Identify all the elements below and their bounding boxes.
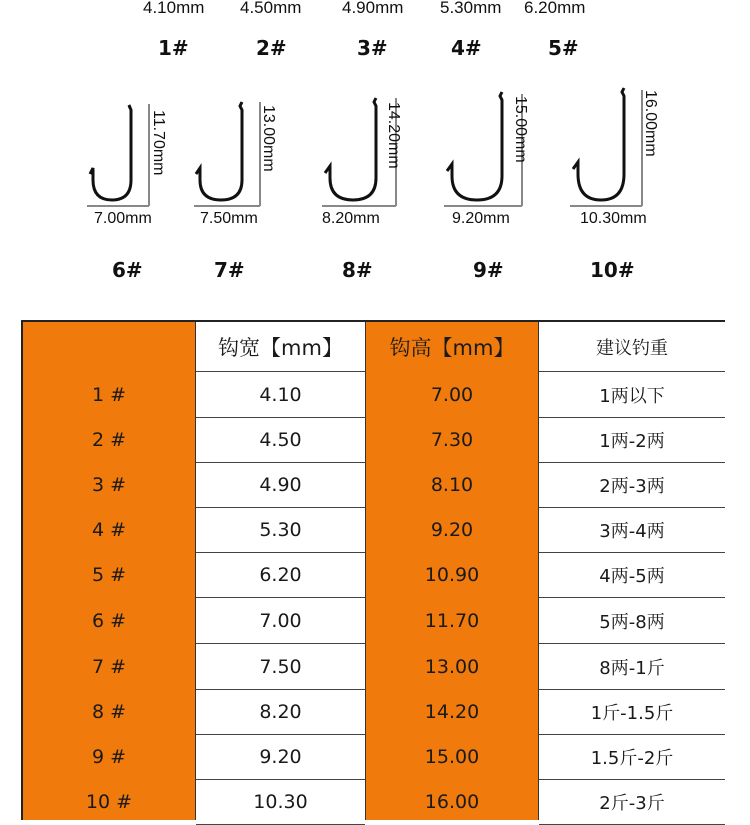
top-width-4: 5.30mm (440, 0, 502, 17)
hook-number-3: 3# (357, 36, 388, 60)
top-width-2: 4.50mm (240, 0, 302, 17)
hook-number-8: 8# (342, 258, 373, 282)
cell-size-2: 2 # (91, 428, 127, 451)
column-width (196, 322, 366, 820)
cell-height-5: 10.90 (424, 563, 480, 586)
cell-height-9: 15.00 (424, 745, 480, 768)
cell-weight-1: 1两以下 (539, 372, 725, 418)
cell-weight-3: 2两-3两 (539, 462, 725, 508)
cell-width-2: 4.50 (196, 417, 365, 463)
cell-size-3: 3 # (91, 473, 127, 496)
cell-height-4: 9.20 (430, 518, 474, 541)
cell-weight-4: 3两-4两 (539, 507, 725, 553)
hook-10-height: 16.00mm (642, 90, 659, 157)
cell-size-1: 1 # (91, 383, 127, 406)
cell-weight-2: 1两-2两 (539, 417, 725, 463)
cell-width-9: 9.20 (196, 734, 365, 780)
hook-7-width: 7.50mm (200, 210, 258, 227)
cell-size-10: 10 # (85, 790, 133, 813)
cell-height-7: 13.00 (424, 655, 480, 678)
cell-width-6: 7.00 (196, 598, 365, 644)
hook-8-width: 8.20mm (322, 210, 380, 227)
hook-number-7: 7# (214, 258, 245, 282)
cell-size-4: 4 # (91, 518, 127, 541)
cell-size-5: 5 # (91, 563, 127, 586)
hook-6-height: 11.70mm (150, 110, 167, 176)
cell-size-9: 9 # (91, 745, 127, 768)
column-weight (539, 322, 725, 820)
hook-number-2: 2# (256, 36, 287, 60)
cell-width-5: 6.20 (196, 552, 365, 598)
cell-width-8: 8.20 (196, 689, 365, 735)
hook-number-6: 6# (112, 258, 143, 282)
cell-height-8: 14.20 (424, 700, 480, 723)
hook-number-1: 1# (158, 36, 189, 60)
cell-weight-7: 8两-1斤 (539, 644, 725, 690)
hook-9-height: 15.00mm (512, 96, 529, 163)
column-height (366, 322, 539, 820)
hook-10-width: 10.30mm (580, 210, 647, 227)
cell-height-10: 16.00 (424, 790, 480, 813)
hook-number-9: 9# (473, 258, 504, 282)
header-size (23, 322, 195, 367)
cell-height-6: 11.70 (424, 609, 480, 632)
header-weight: 建议钓重 (539, 322, 725, 372)
cell-height-2: 7.30 (430, 428, 474, 451)
hook-6-width: 7.00mm (94, 210, 152, 227)
top-width-5: 6.20mm (524, 0, 586, 17)
header-width: 钩宽【mm】 (196, 322, 365, 372)
cell-weight-10: 2斤-3斤 (539, 779, 725, 825)
cell-weight-9: 1.5斤-2斤 (539, 734, 725, 780)
hook-7-height: 13.00mm (260, 105, 277, 172)
cell-width-7: 7.50 (196, 644, 365, 690)
column-size (23, 322, 196, 820)
cell-weight-5: 4两-5两 (539, 552, 725, 598)
header-height: 钩高【mm】 (389, 335, 515, 360)
hook-spec-table (21, 320, 725, 820)
cell-weight-8: 1斤-1.5斤 (539, 689, 725, 735)
hook-number-4: 4# (451, 36, 482, 60)
cell-height-3: 8.10 (430, 473, 474, 496)
hook-number-5: 5# (548, 36, 579, 60)
cell-size-8: 8 # (91, 700, 127, 723)
cell-width-4: 5.30 (196, 507, 365, 553)
cell-width-1: 4.10 (196, 372, 365, 418)
cell-weight-6: 5两-8两 (539, 598, 725, 644)
cell-size-6: 6 # (91, 609, 127, 632)
top-width-1: 4.10mm (143, 0, 205, 17)
top-width-3: 4.90mm (342, 0, 404, 17)
cell-size-7: 7 # (91, 655, 127, 678)
hook-8-height: 14.20mm (385, 102, 402, 169)
hook-9-width: 9.20mm (452, 210, 510, 227)
hook-number-10: 10# (590, 258, 635, 282)
cell-width-3: 4.90 (196, 462, 365, 508)
cell-height-1: 7.00 (430, 383, 474, 406)
cell-width-10: 10.30 (196, 779, 365, 825)
